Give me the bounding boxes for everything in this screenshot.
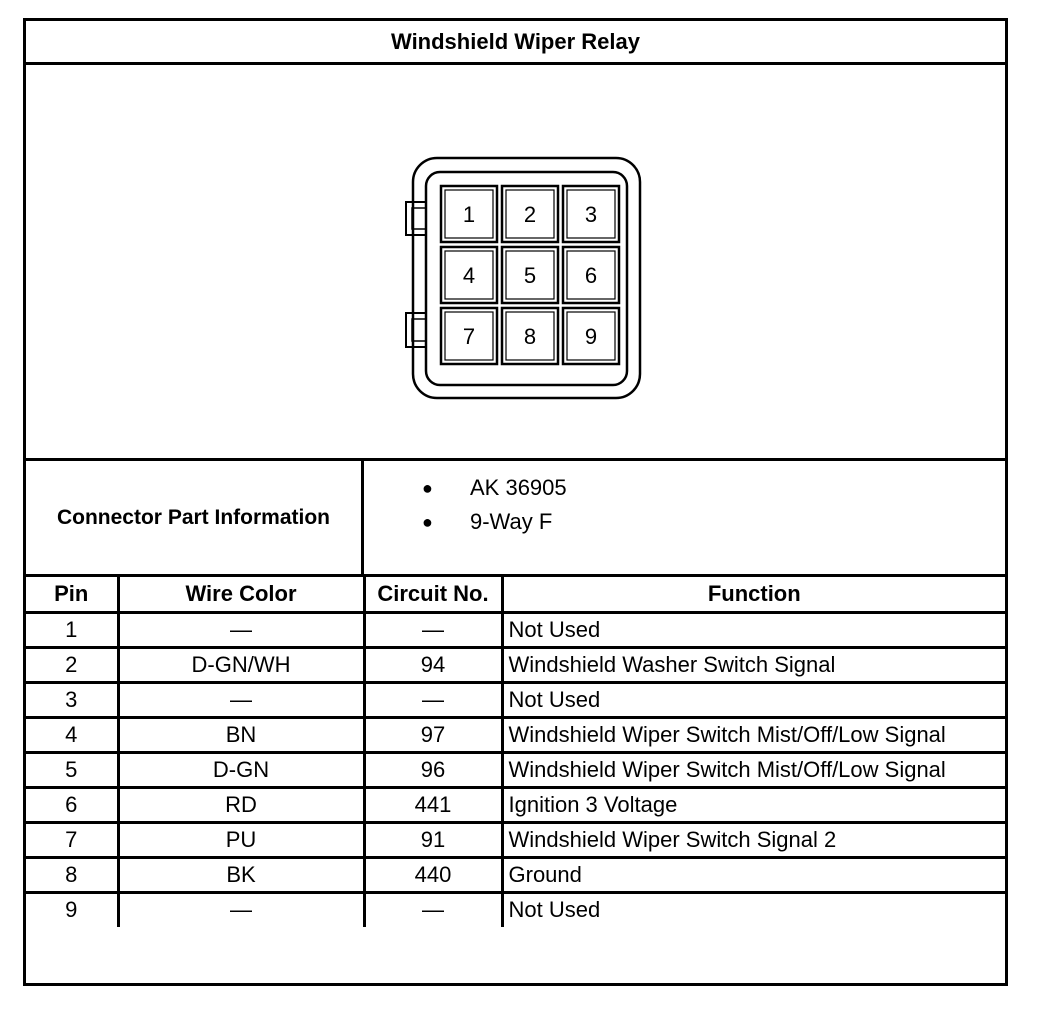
connector-sheet bbox=[23, 18, 1008, 986]
header-wire-color: Wire Color bbox=[118, 577, 364, 612]
circuit-cell: 97 bbox=[364, 717, 502, 752]
function-cell: Not Used bbox=[502, 682, 1005, 717]
cavity-2 bbox=[502, 186, 558, 242]
cavity-number: 7 bbox=[462, 324, 476, 349]
pin-cell: 6 bbox=[26, 787, 118, 822]
pin-cell: 4 bbox=[26, 717, 118, 752]
part-info-label: Connector Part Information bbox=[26, 461, 364, 574]
connector-type: 9-Way F bbox=[470, 509, 553, 534]
pin-cell: 9 bbox=[26, 892, 118, 927]
cavity-number: 9 bbox=[584, 324, 598, 349]
cavity-number: 1 bbox=[462, 202, 476, 227]
table-row bbox=[26, 787, 1005, 822]
table-header-row bbox=[26, 577, 1005, 612]
part-info-item bbox=[364, 505, 567, 539]
function-cell: Not Used bbox=[502, 612, 1005, 647]
pin-cell: 3 bbox=[26, 682, 118, 717]
page-title: Windshield Wiper Relay bbox=[26, 21, 1005, 65]
circuit-cell: — bbox=[364, 612, 502, 647]
cavity-7 bbox=[441, 308, 497, 364]
wire-color-cell: PU bbox=[118, 822, 364, 857]
pin-cell: 7 bbox=[26, 822, 118, 857]
cavity-number: 3 bbox=[584, 202, 598, 227]
part-info-item bbox=[364, 471, 567, 505]
cavity-4 bbox=[441, 247, 497, 303]
connector-diagram bbox=[26, 65, 1005, 458]
wire-color-cell: — bbox=[118, 682, 364, 717]
part-number: AK 36905 bbox=[470, 475, 567, 500]
cavity-8 bbox=[502, 308, 558, 364]
header-circuit-no: Circuit No. bbox=[364, 577, 502, 612]
pin-rows bbox=[26, 612, 1005, 927]
wire-color-cell: BN bbox=[118, 717, 364, 752]
circuit-cell: 96 bbox=[364, 752, 502, 787]
cavity-3 bbox=[563, 186, 619, 242]
table-row bbox=[26, 892, 1005, 927]
function-cell: Windshield Washer Switch Signal bbox=[502, 647, 1005, 682]
circuit-cell: 94 bbox=[364, 647, 502, 682]
part-info-list bbox=[364, 471, 567, 539]
pin-cell: 5 bbox=[26, 752, 118, 787]
bullet-icon: ● bbox=[422, 478, 433, 498]
table-row bbox=[26, 647, 1005, 682]
wire-color-cell: RD bbox=[118, 787, 364, 822]
pin-cell: 2 bbox=[26, 647, 118, 682]
circuit-cell: — bbox=[364, 682, 502, 717]
pin-cell: 8 bbox=[26, 857, 118, 892]
cavity-grid bbox=[441, 186, 619, 364]
table-row bbox=[26, 612, 1005, 647]
connector-face-drawing bbox=[26, 65, 1005, 458]
table-row bbox=[26, 822, 1005, 857]
cavity-number: 5 bbox=[523, 263, 537, 288]
function-cell: Ignition 3 Voltage bbox=[502, 787, 1005, 822]
cavity-1 bbox=[441, 186, 497, 242]
table-row bbox=[26, 857, 1005, 892]
cavity-number: 8 bbox=[523, 324, 537, 349]
header-pin: Pin bbox=[26, 577, 118, 612]
circuit-cell: 91 bbox=[364, 822, 502, 857]
function-cell: Windshield Wiper Switch Mist/Off/Low Signal bbox=[502, 752, 1005, 787]
cavity-number: 4 bbox=[462, 263, 476, 288]
function-cell: Windshield Wiper Switch Signal 2 bbox=[502, 822, 1005, 857]
cavity-9 bbox=[563, 308, 619, 364]
cavity-5 bbox=[502, 247, 558, 303]
wire-color-cell: D-GN/WH bbox=[118, 647, 364, 682]
table-row bbox=[26, 752, 1005, 787]
function-cell: Ground bbox=[502, 857, 1005, 892]
function-cell: Not Used bbox=[502, 892, 1005, 927]
table-row bbox=[26, 717, 1005, 752]
cavity-6 bbox=[563, 247, 619, 303]
cavity-number: 2 bbox=[523, 202, 537, 227]
wire-color-cell: D-GN bbox=[118, 752, 364, 787]
wire-color-cell: — bbox=[118, 892, 364, 927]
circuit-cell: 440 bbox=[364, 857, 502, 892]
function-cell: Windshield Wiper Switch Mist/Off/Low Signal bbox=[502, 717, 1005, 752]
pin-table bbox=[26, 577, 1005, 927]
pin-cell: 1 bbox=[26, 612, 118, 647]
circuit-cell: 441 bbox=[364, 787, 502, 822]
wire-color-cell: BK bbox=[118, 857, 364, 892]
cavity-number: 6 bbox=[584, 263, 598, 288]
circuit-cell: — bbox=[364, 892, 502, 927]
connector-part-information bbox=[26, 458, 1005, 577]
wire-color-cell: — bbox=[118, 612, 364, 647]
bullet-icon: ● bbox=[422, 512, 433, 532]
header-function: Function bbox=[502, 577, 1005, 612]
table-row bbox=[26, 682, 1005, 717]
